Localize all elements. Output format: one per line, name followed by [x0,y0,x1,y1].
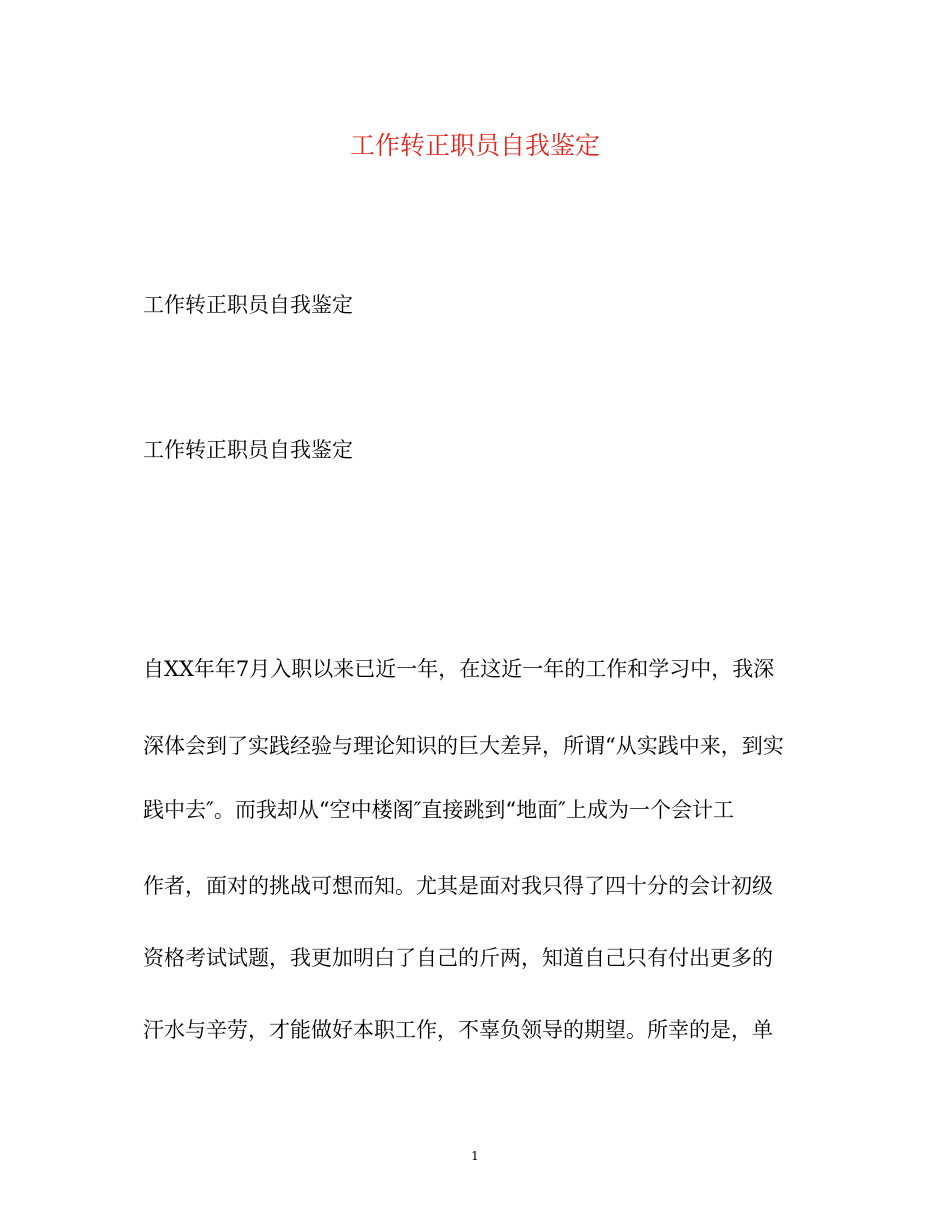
section-heading: 工作转正职员自我鉴定 [143,293,353,317]
body-text-line: 汗水与辛劳，才能做好本职工作，不辜负领导的期望。所幸的是，单 [143,1018,773,1042]
section-heading: 工作转正职员自我鉴定 [143,438,353,462]
body-text-line: 践中去″。而我却从“空中楼阁″直接跳到“地面″上成为一个会计工 [143,798,735,822]
body-text-line: 自XX年年7月入职以来已近一年，在这近一年的工作和学习中，我深 [143,657,775,681]
document-title: 工作转正职员自我鉴定 [349,131,600,160]
page-number: 1 [471,1149,479,1163]
body-text-line: 资格考试试题，我更加明白了自己的斤两，知道自己只有付出更多的 [143,946,773,970]
body-text-line: 作者，面对的挑战可想而知。尤其是面对我只得了四十分的会计初级 [143,874,773,898]
body-text-line: 深体会到了实践经验与理论知识的巨大差异，所谓“从实践中来，到实 [143,734,784,758]
